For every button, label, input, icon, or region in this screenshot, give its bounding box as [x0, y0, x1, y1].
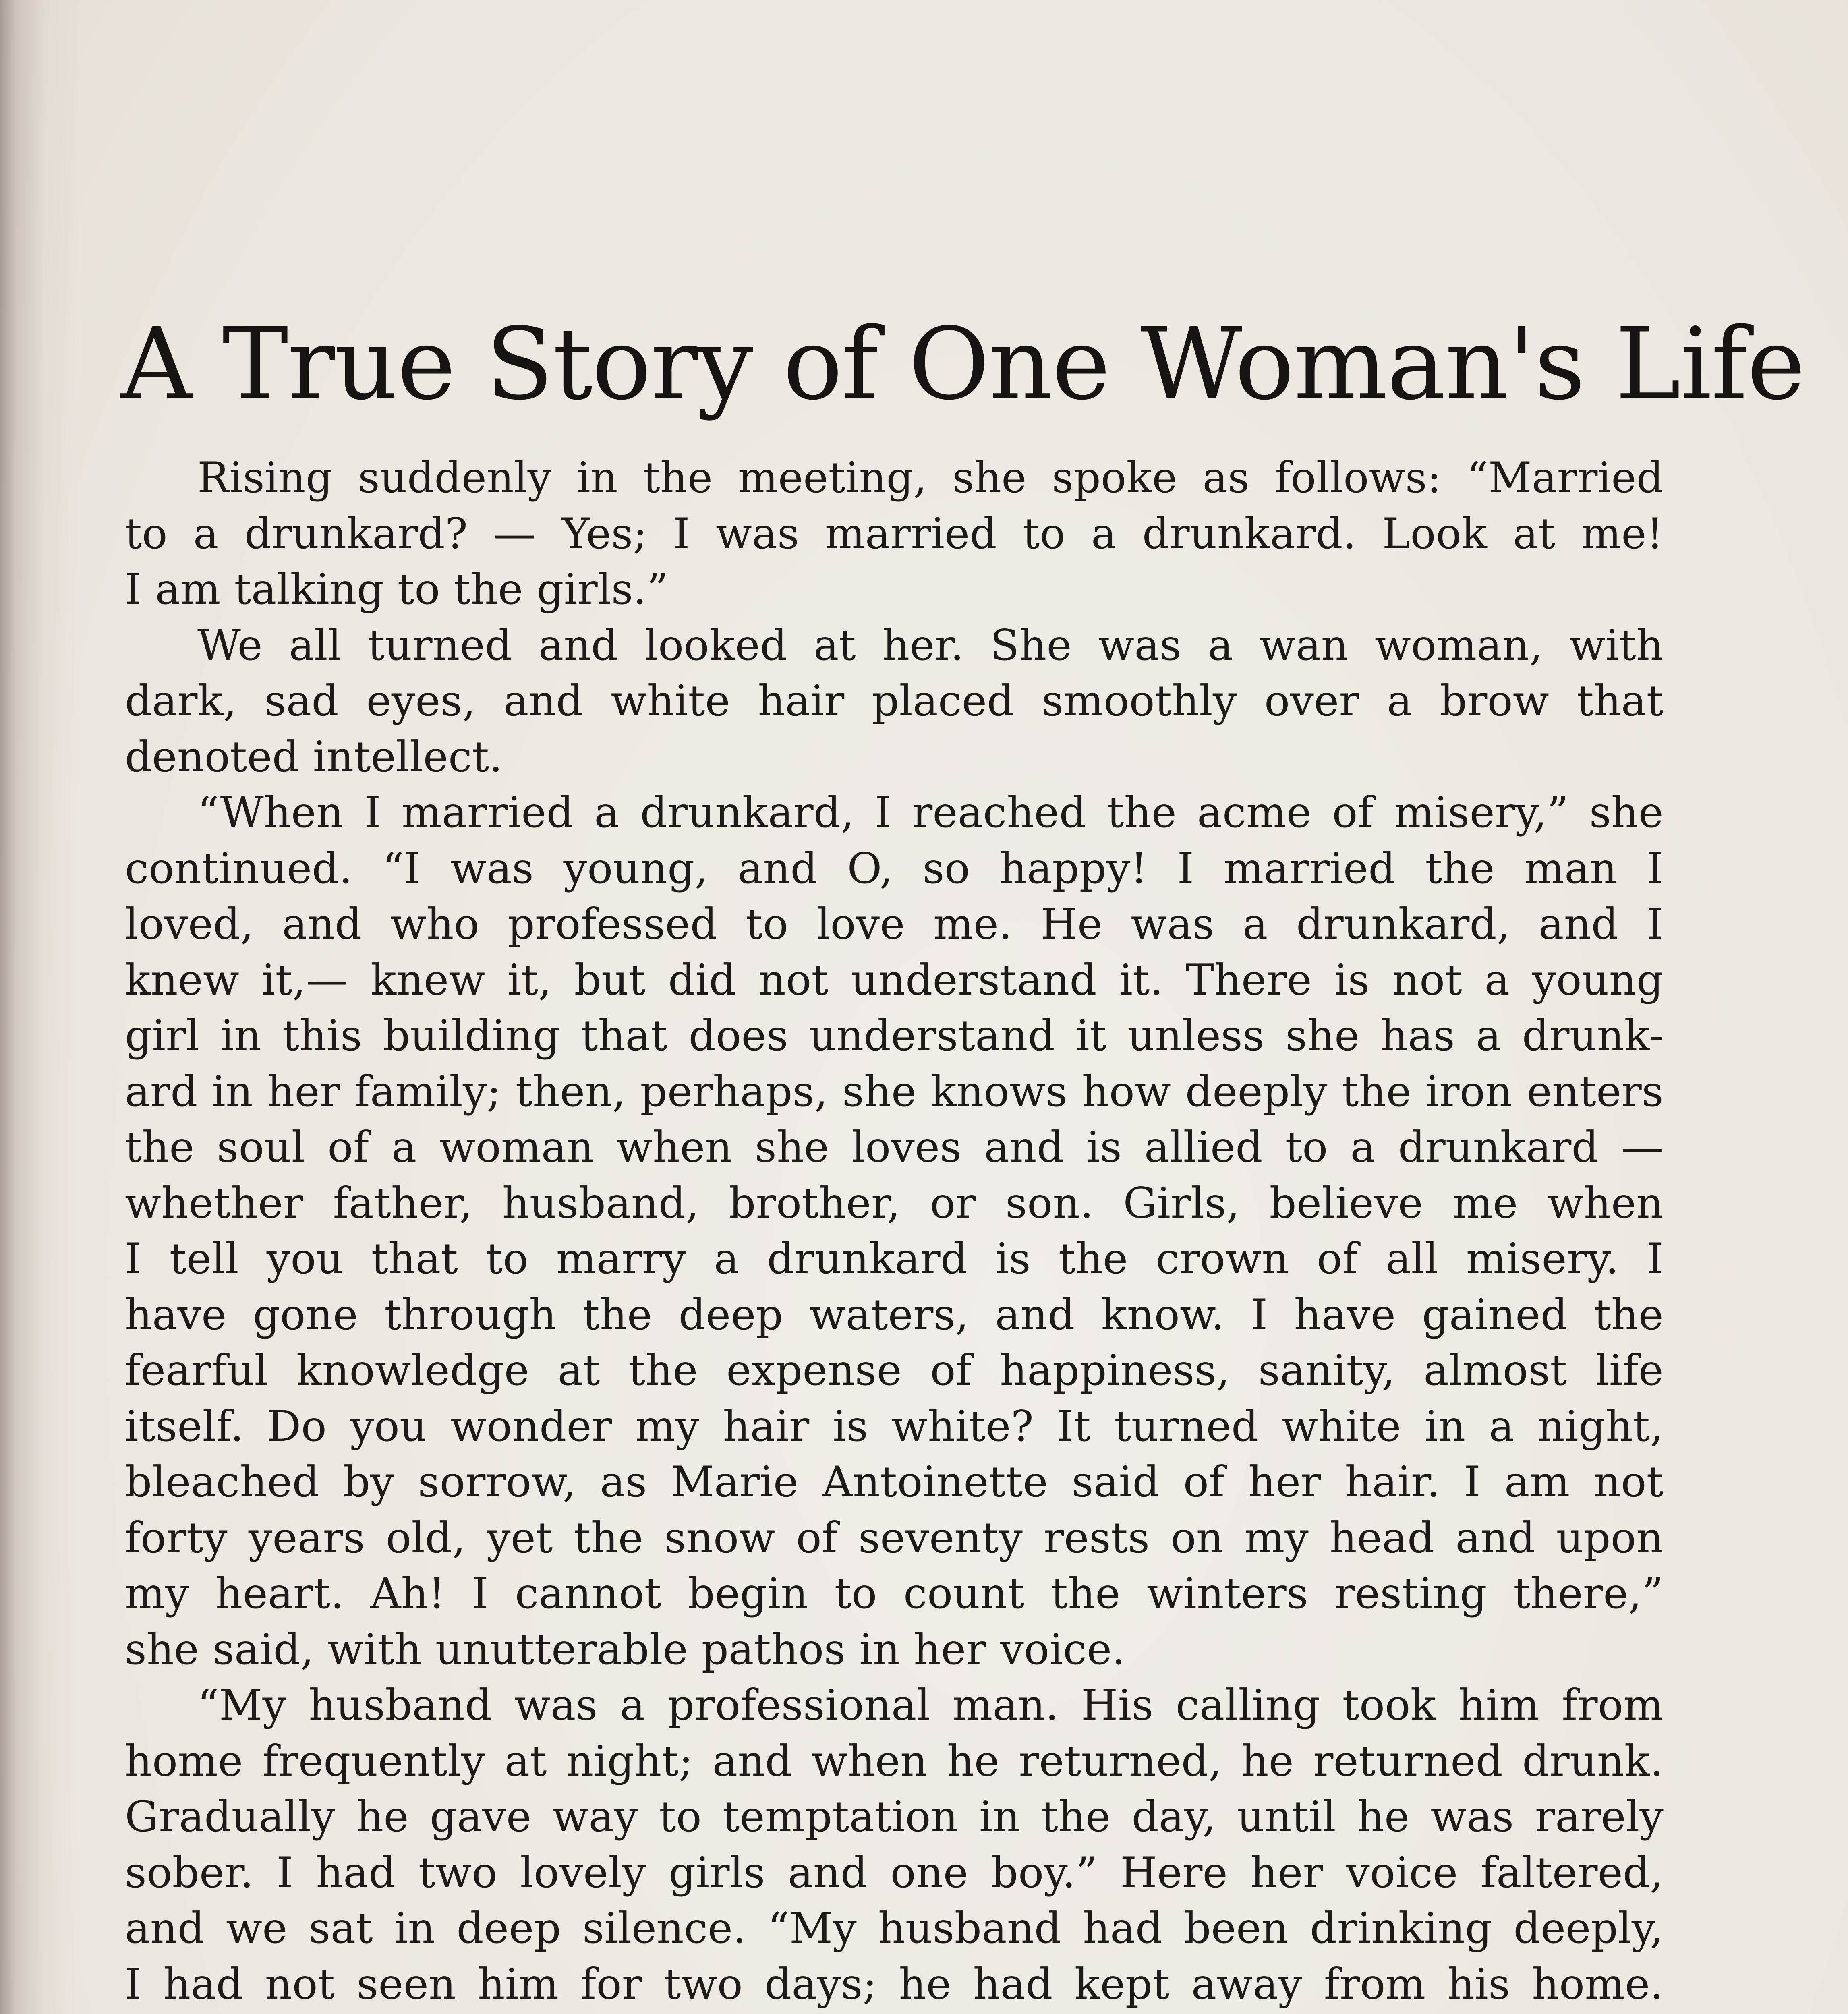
text-line: [125, 2012, 1664, 2014]
text-line: “When I married a drunkard, I reached the acme of misery,” she: [197, 788, 1664, 837]
text-line: girl in this building that does understand it unless she has a drunk-: [125, 1011, 1664, 1060]
article-title: A True Story of One Woman's Life: [121, 307, 1805, 422]
text-line: sober. I had two lovely girls and one boy.” Here her voice faltered,: [125, 1848, 1664, 1897]
text-line: forty years old, yet the snow of seventy rests on my head and upon: [125, 1513, 1664, 1562]
text-line: We all turned and looked at her. She was a wan woman, with: [197, 620, 1664, 670]
text-line: “My husband was a professional man. His calling took him from: [197, 1680, 1664, 1730]
text-line: whether father, husband, brother, or son. Girls, believe me when: [125, 1178, 1664, 1228]
text-line: fearful knowledge at the expense of happiness, sanity, almost life: [125, 1346, 1664, 1395]
text-line: to a drunkard? — Yes; I was married to a drunkard. Look at me!: [125, 509, 1664, 558]
text-line: my heart. Ah! I cannot begin to count the winters resting there,”: [125, 1569, 1664, 1618]
text-line: dark, sad eyes, and white hair placed smoothly over a brow that: [125, 676, 1664, 725]
text-line: loved, and who professed to love me. He was a drunkard, and I: [125, 899, 1664, 949]
text-line: bleached by sorrow, as Marie Antoinette said of her hair. I am not: [125, 1457, 1664, 1506]
text-line: she said, with unutterable pathos in her voice.: [125, 1624, 1126, 1674]
text-line: the soul of a woman when she loves and is allied to a drunkard —: [125, 1123, 1664, 1172]
text-line: Rising suddenly in the meeting, she spoke as follows: “Married: [197, 453, 1664, 502]
article-body: [125, 450, 1664, 2014]
text-line: home frequently at night; and when he returned, he returned drunk.: [125, 1736, 1664, 1786]
text-line: itself. Do you wonder my hair is white? It turned white in a night,: [125, 1401, 1664, 1451]
text-line: I tell you that to marry a drunkard is the crown of all misery. I: [125, 1234, 1664, 1283]
text-line: I am talking to the girls.”: [125, 565, 669, 614]
text-line: I had not seen him for two days; he had kept away from his home.: [125, 1959, 1664, 2009]
text-line: denoted intellect.: [125, 732, 503, 781]
text-line: and we sat in deep silence. “My husband had been drinking deeply,: [125, 1904, 1664, 1953]
text-line: knew it,— knew it, but did not understand it. There is not a young: [125, 955, 1664, 1005]
text-line: continued. “I was young, and O, so happy! I married the man I: [125, 843, 1664, 893]
text-line: ard in her family; then, perhaps, she knows how deeply the iron enters: [125, 1067, 1664, 1116]
text-line: Gradually he gave way to temptation in the day, until he was rarely: [125, 1792, 1664, 1841]
text-line: have gone through the deep waters, and know. I have gained the: [125, 1290, 1664, 1339]
